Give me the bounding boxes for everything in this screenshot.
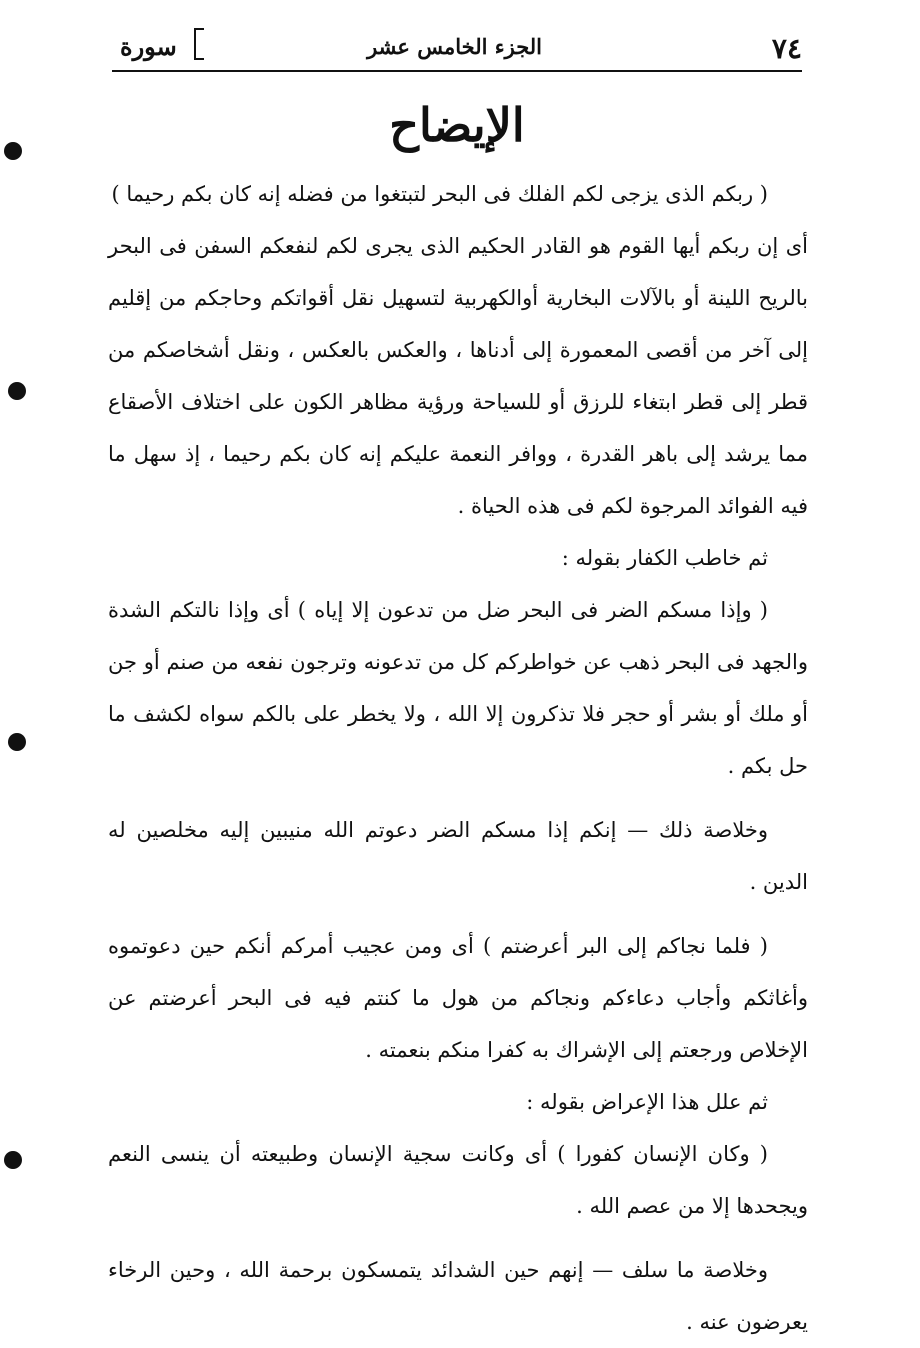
page-header [112,26,802,68]
verse-paragraph: ( وكان الإنسان كفورا ) أى وكانت سجية الإنسان وطبيعته أن ينسى النعم ويجحدها إلا من عصم الله . [108,1142,808,1218]
section-title: الإيضاح [389,98,525,152]
margin-ink-mark [4,142,22,160]
margin-ink-mark [8,733,26,751]
verse-paragraph: ( فلما نجاكم إلى البر أعرضتم ) أى ومن عجيب أمركم أنكم حين دعوتموه وأغاثكم وأجاب دعاءكم ونجاكم من هول ما كنتم فيه فى البحر أعرضتم عن الإخلاص ورجعتم إلى الإشراك به كفرا منكم بنعمته . [108,934,808,1062]
part-title: الجزء الخامس عشر [367,34,542,59]
body-text [108,168,808,1348]
transition-line: ثم علل هذا الإعراض بقوله : [526,1090,768,1114]
header-bracket [194,28,204,60]
transition-line: ثم خاطب الكفار بقوله : [561,546,768,570]
margin-ink-mark [4,1151,22,1169]
verse-paragraph: ( وإذا مسكم الضر فى البحر ضل من تدعون إلا إياه ) أى وإذا نالتكم الشدة والجهد فى البحر ذهب عن خواطركم كل من تدعونه وترجون نفعه من صنم أو جن أو ملك أو بشر أو حجر فلا تذكرون إلا الله ، ولا يخطر على بالكم سواه لكشف ما حل بكم . [108,598,808,778]
surah-label: سورة [120,32,177,61]
header-rule [112,70,802,72]
margin-ink-mark [8,382,26,400]
page-number: ٧٤ [771,32,802,65]
verse-paragraph: ( ربكم الذى يزجى لكم الفلك فى البحر لتبتغوا من فضله إنه كان بكم رحيما ) [111,182,768,206]
commentary-paragraph: أى إن ربكم أيها القوم هو القادر الحكيم الذى يجرى لكم لنفعكم السفن فى البحر بالريح اللينة أو بالآلات البخارية أوالكهربية لتسهيل نقل أقواتكم وحاجكم من إقليم إلى آخر من أقصى المعمورة إلى أدناها ، والعكس بالعكس ، ونقل أشخاصكم من قطر إلى قطر ابتغاء للرزق أو للسياحة ورؤية مظاهر الكون على اختلاف الأصقاع مما يرشد إلى باهر القدرة ، ووافر النعمة عليكم إنه كان بكم رحيما ، إذ سهل ما فيه الفوائد المرجوة لكم فى هذه الحياة . [108,234,808,518]
summary-paragraph: وخلاصة ما سلف — إنهم حين الشدائد يتمسكون برحمة الله ، وحين الرخاء يعرضون عنه . [108,1258,808,1334]
summary-paragraph: وخلاصة ذلك — إنكم إذا مسكم الضر دعوتم الله منيبين إليه مخلصين له الدين . [108,818,808,894]
